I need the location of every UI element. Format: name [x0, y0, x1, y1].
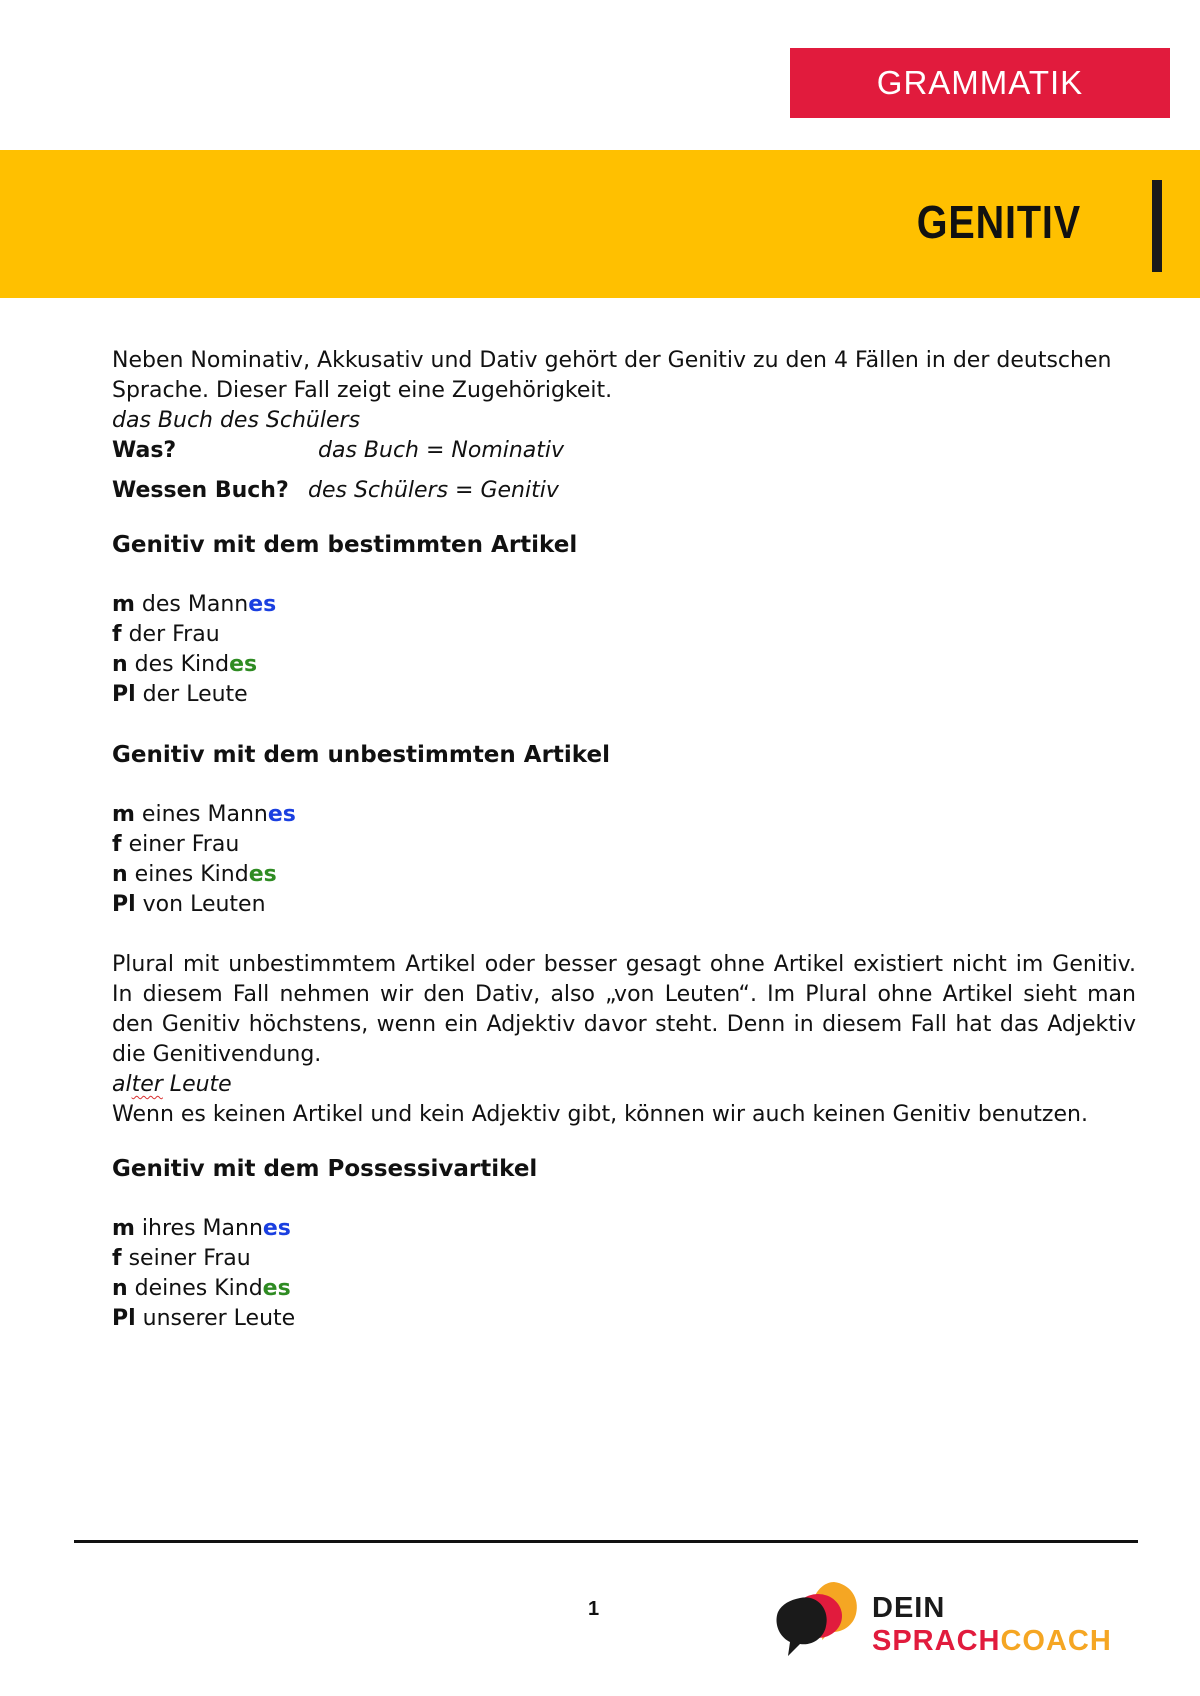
footer-divider [74, 1540, 1138, 1543]
grammatik-badge [790, 48, 1170, 118]
no-article-paragraph: Wenn es keinen Artikel und kein Adjektiv gibt, können wir auch keinen Genitiv benutzen. [112, 1102, 1088, 1127]
gender-label: n [112, 1276, 128, 1301]
genitive-ending: es [248, 862, 277, 887]
genitive-ending: es [267, 802, 296, 827]
gender-label: m [112, 1216, 135, 1241]
intro-paragraph: Neben Nominativ, Akkusativ und Dativ gehört der Genitiv zu den 4 Fällen in der deutschen Sprache. Dieser Fall zeigt eine Zugehörigkeit. [112, 348, 1112, 403]
question-answer: das Buch = Nominativ [318, 438, 565, 463]
declension-row [112, 590, 1136, 620]
declension-text: des Mann [134, 592, 249, 617]
plural-note-paragraph: Plural mit unbestimmtem Artikel oder besser gesagt ohne Artikel existiert nicht im Genitiv. In diesem Fall nehmen wir den Dativ, also „von Leuten“. Im Plural ohne Artikel sieht man den Genitiv höchstens, wenn ein Adjektiv davor steht. Denn in diesem Fall hat das Adjektiv die Genitivendung. [112, 952, 1136, 1067]
gender-label: m [112, 592, 135, 617]
gender-label: f [112, 622, 122, 647]
declension-list-definite [112, 590, 1136, 710]
genitive-ending: es [248, 592, 277, 617]
declension-text: von Leuten [135, 892, 266, 917]
declension-row [112, 860, 1136, 890]
logo-sprachcoach [872, 1625, 1112, 1658]
declension-row [112, 680, 1136, 710]
logo-dein: DEIN [872, 1592, 946, 1624]
adjective-ending: ter [131, 1072, 163, 1097]
speech-bubbles-icon [772, 1578, 872, 1668]
declension-row [112, 1304, 1136, 1334]
declension-text: seiner Frau [121, 1246, 251, 1271]
gender-label: n [112, 652, 128, 677]
declension-row [112, 650, 1136, 680]
declension-list-possessive [112, 1214, 1136, 1334]
declension-row [112, 1274, 1136, 1304]
page-number: 1 [588, 1598, 600, 1620]
declension-text: ihres Mann [134, 1216, 263, 1241]
gender-label: m [112, 802, 135, 827]
section-title-definite: Genitiv mit dem bestimmten Artikel [112, 532, 578, 558]
declension-text: der Leute [135, 682, 248, 707]
section-title-possessive: Genitiv mit dem Possessivartikel [112, 1156, 538, 1182]
question-row-was [112, 436, 1136, 466]
logo-coach: COACH [1000, 1625, 1112, 1657]
declension-text: unserer Leute [135, 1306, 296, 1331]
declension-row [112, 1244, 1136, 1274]
question-label: Wessen Buch? [112, 478, 289, 503]
declension-text: des Kind [127, 652, 230, 677]
question-row-wessen [112, 476, 1136, 506]
gender-label: n [112, 862, 128, 887]
question-answer: des Schülers = Genitiv [308, 478, 559, 503]
gender-label: f [112, 1246, 122, 1271]
declension-row [112, 1214, 1136, 1244]
declension-text: eines Mann [134, 802, 268, 827]
sprachcoach-logo [772, 1578, 1112, 1668]
gender-label: Pl [112, 1306, 136, 1331]
document-body [112, 346, 1136, 1364]
page-title: GENITIV [916, 196, 1081, 248]
declension-row [112, 620, 1136, 650]
declension-row [112, 890, 1136, 920]
declension-text: der Frau [121, 622, 220, 647]
genitive-ending: es [229, 652, 258, 677]
declension-text: deines Kind [127, 1276, 263, 1301]
adjective-example [112, 1070, 1136, 1100]
logo-sprach: SPRACH [872, 1625, 1001, 1657]
genitive-ending: es [262, 1216, 291, 1241]
gender-label: Pl [112, 892, 136, 917]
example-phrase: das Buch des Schülers [112, 408, 361, 433]
title-banner [0, 150, 1200, 298]
declension-row [112, 800, 1136, 830]
declension-row [112, 830, 1136, 860]
section-title-indefinite: Genitiv mit dem unbestimmten Artikel [112, 742, 610, 768]
banner-accent-bar [1152, 180, 1162, 272]
gender-label: Pl [112, 682, 136, 707]
genitive-ending: es [262, 1276, 291, 1301]
logo-wordmark [872, 1592, 1112, 1658]
question-label: Was? [112, 438, 177, 463]
declension-text: einer Frau [121, 832, 240, 857]
declension-text: eines Kind [127, 862, 249, 887]
gender-label: f [112, 832, 122, 857]
adjective-noun: Leute [162, 1072, 232, 1097]
adjective-stem: al [112, 1072, 132, 1097]
badge-label: GRAMMATIK [876, 64, 1084, 101]
declension-list-indefinite [112, 800, 1136, 920]
